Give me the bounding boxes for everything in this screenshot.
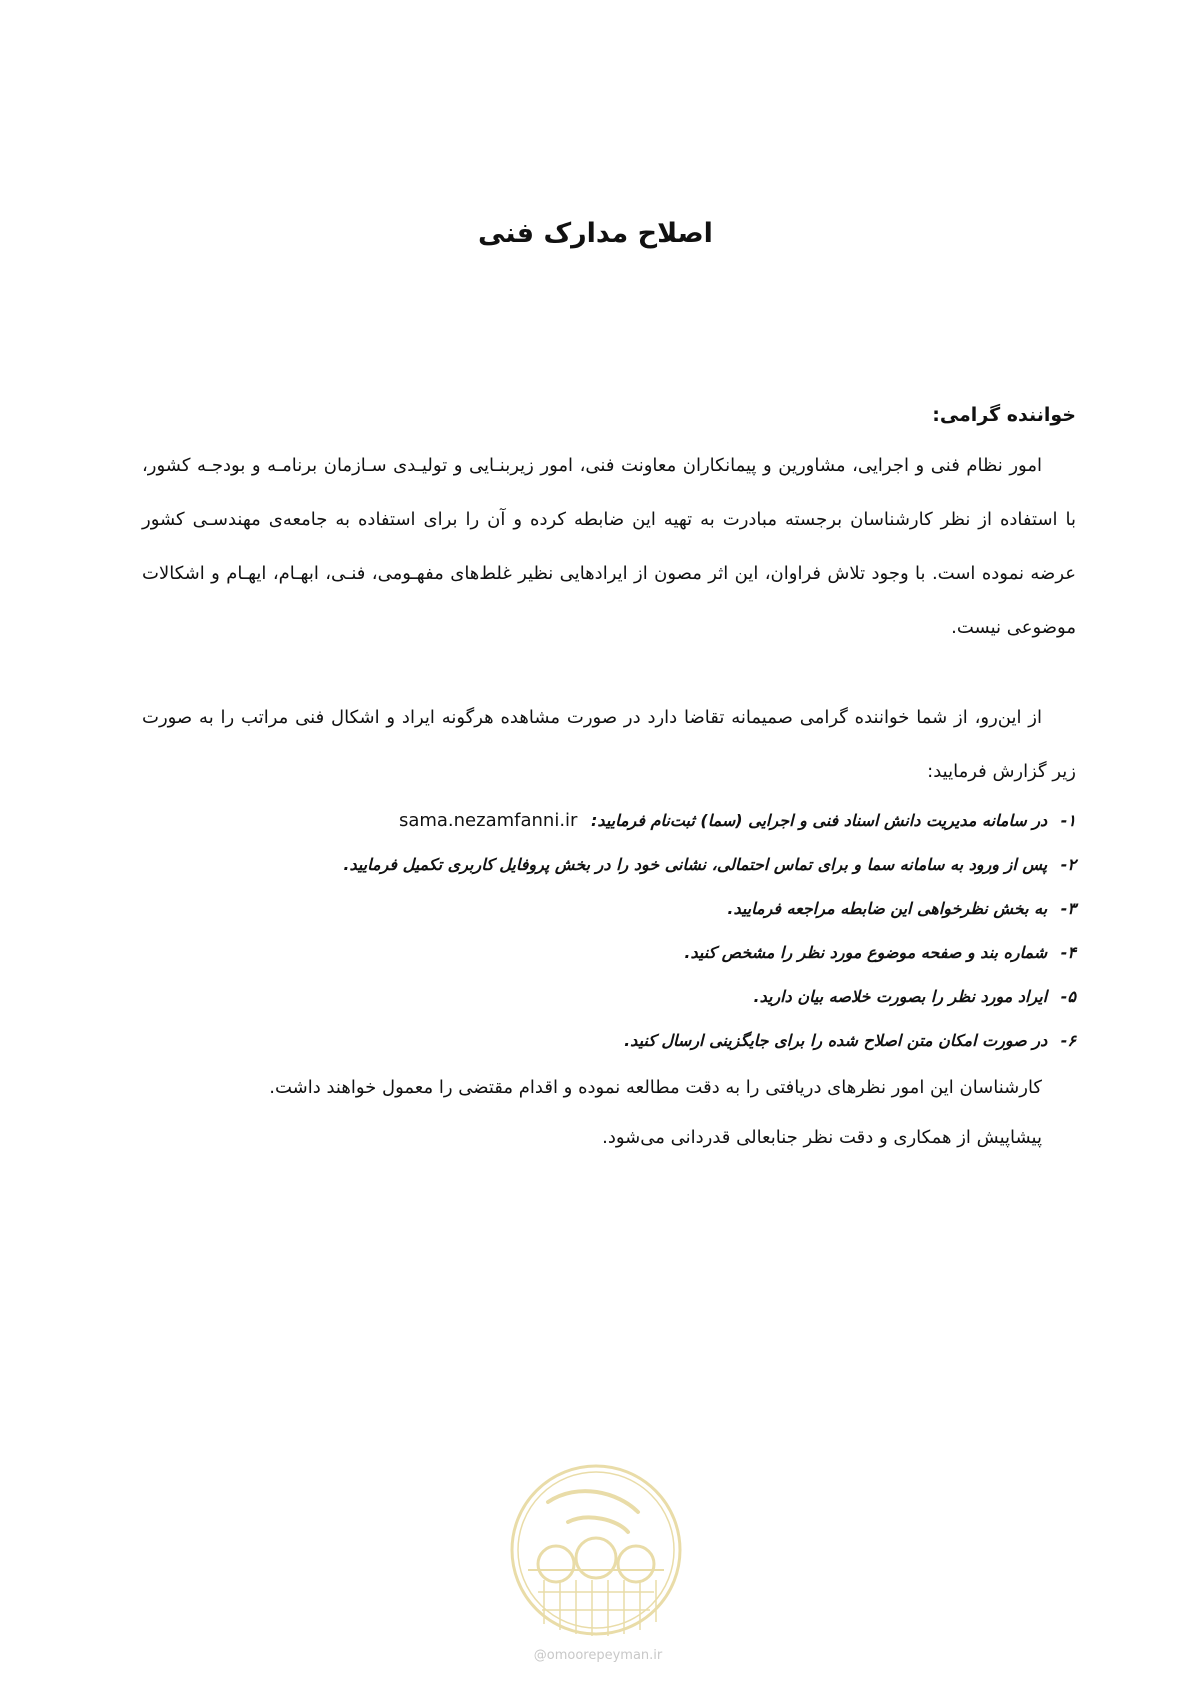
steps-list	[142, 799, 1076, 1063]
step-number: ۶-	[1060, 1031, 1076, 1050]
step-number: ۵-	[1060, 987, 1076, 1006]
step-item	[142, 1019, 1076, 1063]
intro-paragraph: امور نظام فنی و اجرایی، مشاورین و پیمانکاران معاونت فنی، امور زیربنـایی و تولیـدی سـازمان برنامـه و بودجـه کشور، با استفاده از نظر کارشناسان برجسته مبادرت به تهیه این ضابطه کرده و آن را برای استفاده به جامعه‌ی مهندسـی کشور عرضه نموده است. با وجود تلاش فراوان، این اثر مصون از ایرادهایی نظیر غلط‌های مفهـومی، فنـی، ابهـام، ایهـام و اشکالات موضوعی نیست.	[142, 455, 1076, 638]
step-number: ۱-	[1060, 811, 1076, 830]
gear-seal-logo-icon	[508, 1462, 684, 1638]
document-body	[142, 395, 1076, 1163]
step-item	[142, 799, 1076, 843]
step-text: ایراد مورد نظر را بصورت خلاصه بیان دارید.	[753, 987, 1048, 1006]
step-item	[142, 887, 1076, 931]
step-number: ۲-	[1060, 855, 1076, 874]
step-text: به بخش نظرخواهی این ضابطه مراجعه فرمایید.	[727, 899, 1048, 918]
step-number: ۴-	[1060, 943, 1076, 962]
request-paragraph: از این‌رو، از شما خواننده گرامی صمیمانه تقاضا دارد در صورت مشاهده هرگونه ایراد و اشکال فنی مراتب را به صورت زیر گزارش فرمایید:	[142, 707, 1076, 782]
step-item	[142, 843, 1076, 887]
step-text: در صورت امکان متن اصلاح شده را برای جایگزینی ارسال کنید.	[624, 1031, 1048, 1050]
greeting-heading: خواننده گرامی:	[932, 404, 1076, 426]
step-number: ۳-	[1060, 899, 1076, 918]
page-title: اصلاح مدارک فنی	[478, 218, 713, 249]
sama-link[interactable]: sama.nezamfanni.ir	[398, 810, 578, 831]
step-text: شماره بند و صفحه موضوع مورد نظر را مشخص کنید.	[684, 943, 1048, 962]
closing-note-2: پیشاپیش از همکاری و دقت نظر جنابعالی قدردانی می‌شود.	[602, 1127, 1042, 1148]
step-text: پس از ورود به سامانه سما و برای تماس احتمالی، نشانی خود را در بخش پروفایل کاربری تکمیل فرمایید.	[343, 855, 1048, 874]
closing-note-1: کارشناسان این امور نظرهای دریافتی را به دقت مطالعه نموده و اقدام مقتضی را معمول خواهند داشت.	[269, 1077, 1042, 1098]
step-text: در سامانه مدیریت دانش اسناد فنی و اجرایی (سما) ثبت‌نام فرمایید:	[591, 811, 1048, 830]
watermark-site: @omoorepeyman.ir	[533, 1648, 663, 1663]
step-item	[142, 931, 1076, 975]
step-item	[142, 975, 1076, 1019]
